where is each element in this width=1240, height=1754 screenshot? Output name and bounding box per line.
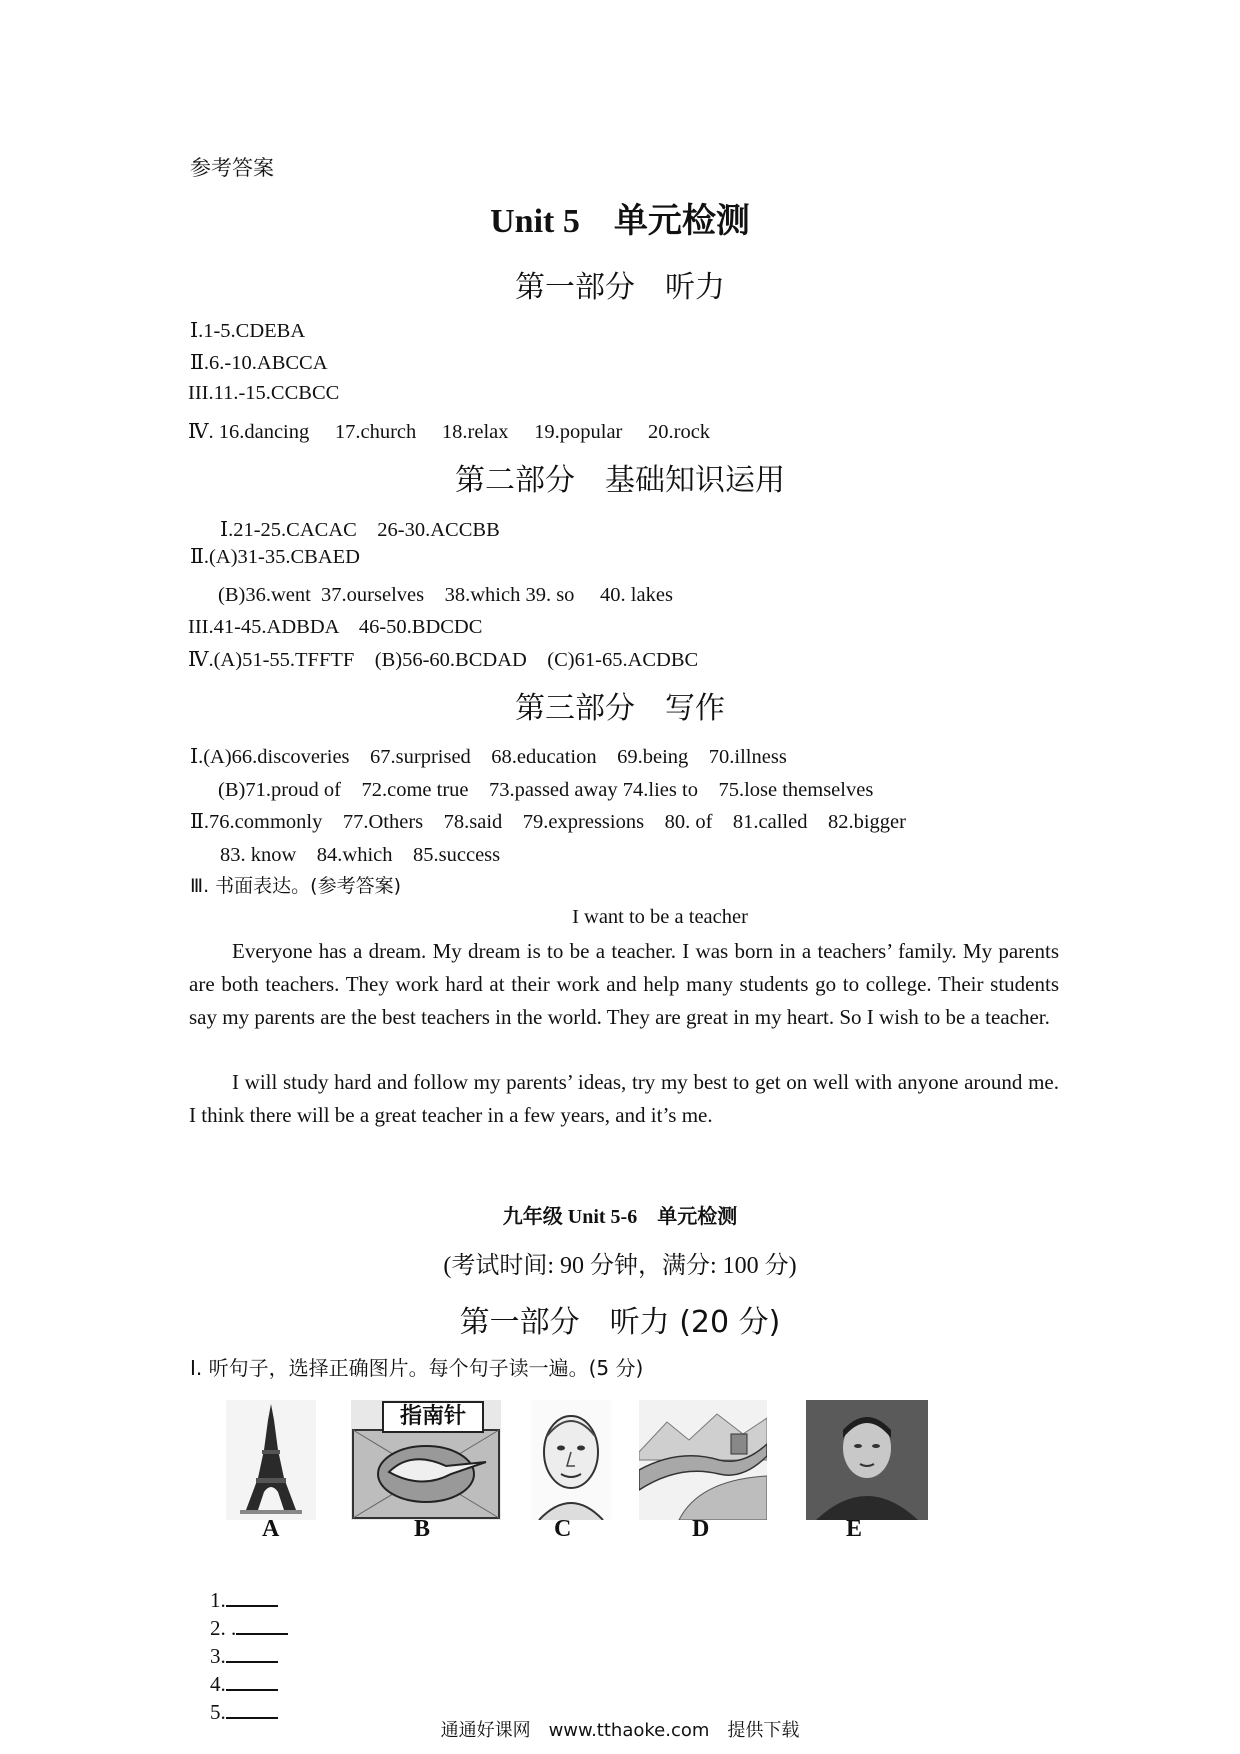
writing-heading: Ⅲ. 书面表达。(参考答案) <box>190 875 402 897</box>
answer-line: III.41-45.ADBDA 46-50.BDCDC <box>188 616 483 638</box>
option-letter: A <box>262 1516 280 1542</box>
footer: 通通好课网 www.tthaoke.com 提供下载 <box>440 1720 800 1741</box>
part2-heading: 第二部分 基础知识运用 <box>455 463 785 498</box>
exam-title: 九年级 Unit 5-6 单元检测 <box>502 1206 738 1228</box>
picture-options <box>226 1400 936 1542</box>
answer-line: Ⅱ.(A)31-35.CBAED <box>190 546 360 568</box>
answer-line: 83. know 84.which 85.success <box>220 844 501 866</box>
portrait-photo-icon <box>806 1400 928 1520</box>
old-man-portrait-icon <box>531 1400 611 1520</box>
answer-line: (B)36.went 37.ourselves 38.which 39. so 40. lakes <box>218 584 673 606</box>
option-letter: E <box>846 1516 863 1542</box>
compass-icon <box>351 1400 501 1520</box>
blank-label: 4. <box>210 1672 226 1696</box>
great-wall-icon <box>639 1400 767 1520</box>
answer-line: Ⅱ.6.-10.ABCCA <box>190 352 328 374</box>
page-title: Unit 5 单元检测 <box>490 203 750 240</box>
answer-blank[interactable] <box>236 1613 288 1635</box>
exam-instruction: Ⅰ. 听句子，选择正确图片。每个句子读一遍。(5 分) <box>190 1356 644 1380</box>
option-letter: D <box>692 1516 710 1542</box>
answer-blank[interactable] <box>226 1641 278 1663</box>
header-label: 参考答案 <box>190 156 274 180</box>
blank-label: 2. . <box>210 1616 237 1640</box>
eiffel-tower-icon <box>226 1400 316 1520</box>
option-letter: C <box>554 1516 572 1542</box>
answer-line: Ⅳ.(A)51-55.TFFTF (B)56-60.BCDAD (C)61-65.ACDBC <box>188 649 699 671</box>
option-letter: B <box>414 1516 431 1542</box>
exam-time: (考试时间: 90 分钟，满分: 100 分) <box>443 1253 797 1279</box>
essay-paragraph: Everyone has a dream. My dream is to be a teacher. I was born in a teachers’ family. My parents are both teachers. They work hard at their work and help many students go to college. Their students say my parents are the best teachers in the world. They are great in my heart. So I wish to be a teacher. <box>189 939 1059 1029</box>
exam-part1-heading: 第一部分 听力 (20 分) <box>459 1305 781 1340</box>
blank-label: 5. <box>210 1700 226 1724</box>
part3-heading: 第三部分 写作 <box>515 691 725 726</box>
compass-label: 指南针 <box>399 1404 466 1429</box>
answer-line: Ⅱ.76.commonly 77.Others 78.said 79.expressions 80. of 81.called 82.bigger <box>190 811 906 833</box>
essay-title: I want to be a teacher <box>572 906 748 928</box>
answer-line: (B)71.proud of 72.come true 73.passed away 74.lies to 75.lose themselves <box>218 779 874 801</box>
answer-line: Ⅳ. 16.dancing 17.church 18.relax 19.popular 20.rock <box>188 421 711 443</box>
answer-line: Ⅰ.(A)66.discoveries 67.surprised 68.education 69.being 70.illness <box>190 746 787 768</box>
essay-paragraph: I will study hard and follow my parents’ ideas, try my best to get on well with anyone around me. I think there will be a great teacher in a few years, and it’s me. <box>189 1070 1059 1127</box>
blank-label: 3. <box>210 1644 226 1668</box>
answer-line: III.11.-15.CCBCC <box>188 382 340 404</box>
answer-blank[interactable] <box>226 1585 278 1607</box>
answer-line: Ⅰ.1-5.CDEBA <box>190 320 306 342</box>
answer-blank[interactable] <box>226 1669 278 1691</box>
part1-heading: 第一部分 听力 <box>515 270 725 305</box>
answer-line: Ⅰ.21-25.CACAC 26-30.ACCBB <box>220 519 500 541</box>
blank-label: 1. <box>210 1588 226 1612</box>
